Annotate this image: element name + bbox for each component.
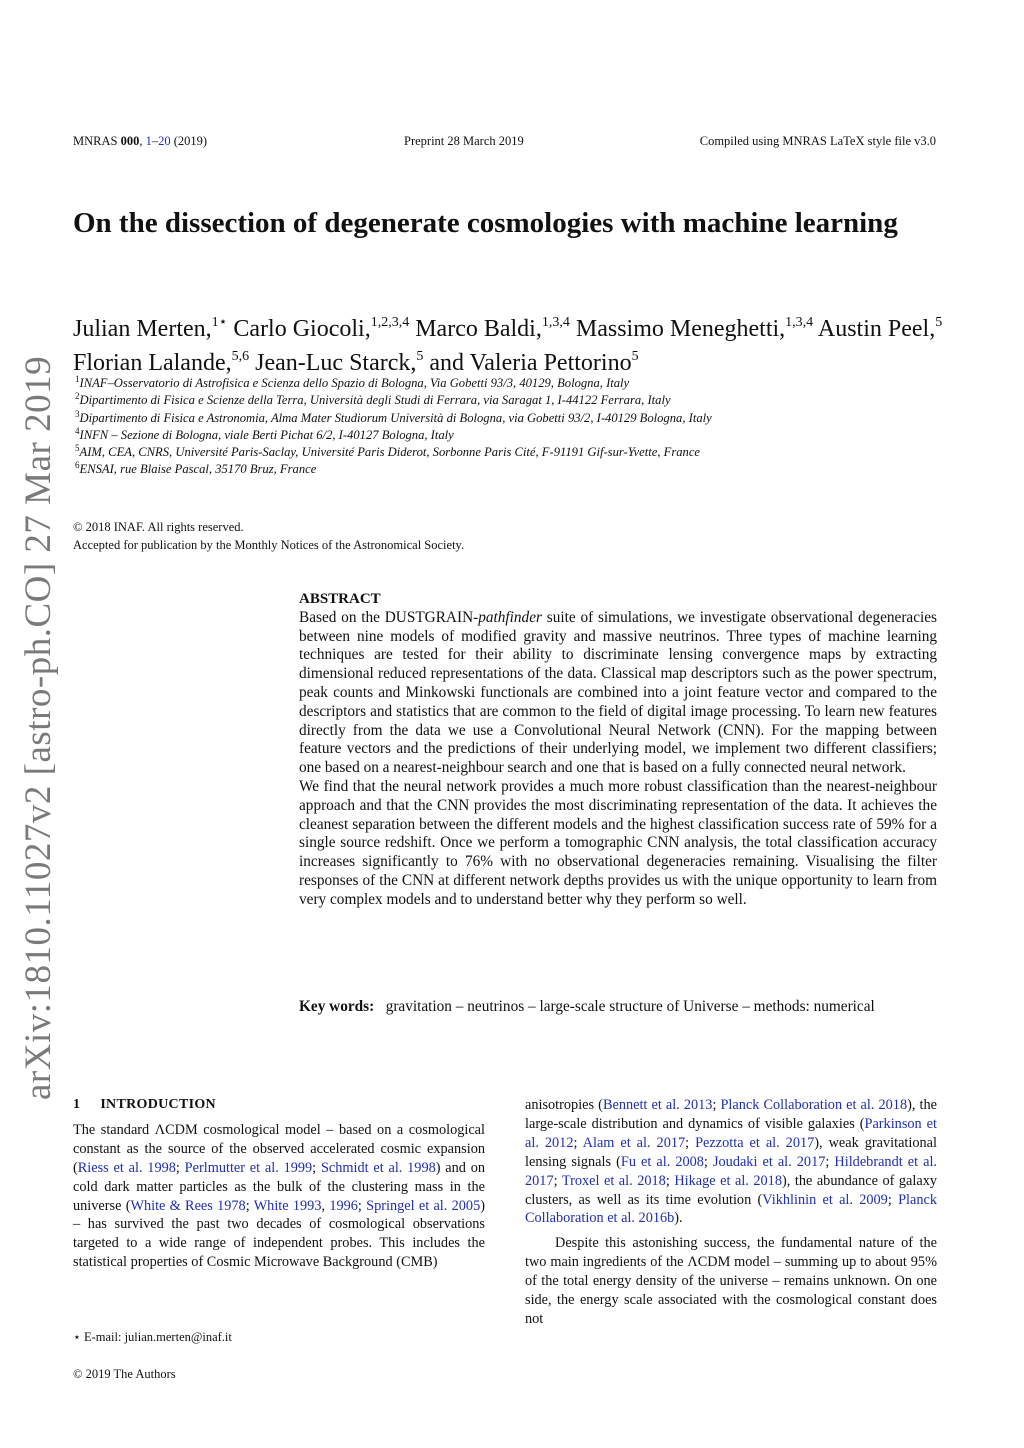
author-name: Marco Baldi, (415, 316, 542, 342)
citation-link[interactable]: Bennett et al. 2013 (602, 1097, 713, 1113)
body-text: anisotropies ( (525, 1097, 603, 1113)
citation-link[interactable]: Perlmutter et al. 1999 (184, 1159, 313, 1176)
footnote-star-icon: ⋆ (73, 1330, 81, 1344)
body-text: ), the large-scale distribution and dynamics of visible galaxies ( (525, 1097, 937, 1132)
intro-paragraph (73, 1121, 485, 1272)
separator: ; (357, 1197, 367, 1214)
affiliation-text: Dipartimento di Fisica e Scienze della Terra, Università degli Studi di Ferrara, via Saragat 1, I-44122 Ferrara, Italy (79, 393, 671, 408)
preprint-date: Preprint 28 March 2019 (404, 134, 524, 148)
acceptance-line: Accepted for publication by the Monthly Notices of the Astronomical Society. (73, 538, 465, 552)
body-text: ) – has survived the past two decades of cosmological observations targeted to a wide range of independent probes. This includes the statistical properties of Cosmic Microwave Background (CMB) (73, 1197, 485, 1271)
author-name: Jean-Luc Starck, (255, 350, 417, 376)
author-affiliation-marker: 5 (416, 349, 424, 364)
citation-link[interactable]: Fu et al. 2008 (620, 1153, 704, 1170)
separator: ; (245, 1197, 254, 1214)
body-text: ). (674, 1210, 683, 1227)
separator: ; (665, 1172, 675, 1189)
keywords-label: Key words: (299, 998, 375, 1015)
body-text: ), the abundance of galaxy clusters, as well as its time evolution ( (525, 1172, 938, 1208)
separator: ; (553, 1172, 562, 1189)
keywords (299, 997, 937, 1016)
author-name: Florian Lalande, (73, 350, 232, 376)
affiliation-item (75, 444, 955, 461)
body-text: ), weak gravitational lensing signals ( (525, 1134, 937, 1170)
author-affiliation-marker: 1,3,4 (785, 315, 814, 330)
affiliation-text: INFN – Sezione di Bologna, viale Berti Pichat 6/2, I-40127 Bologna, Italy (79, 427, 454, 442)
body-text: The standard ΛCDM cosmological model – based on a cosmological constant as the source of the observed accelerated cosmic expansion ( (73, 1121, 485, 1176)
footnote (73, 1329, 232, 1345)
intro-left-column (73, 1096, 485, 1272)
abstract-paragraph (299, 609, 937, 778)
separator: ; (312, 1159, 321, 1176)
arxiv-identifier-stamp: arXiv:1810.11027v2 [astro-ph.CO] 27 Mar 2019 (18, 355, 59, 1100)
intro-right-column (525, 1096, 937, 1329)
copyright-line: © 2018 INAF. All rights reserved. (73, 520, 244, 534)
affiliation-number: 1 (75, 374, 80, 384)
separator: ; (703, 1153, 713, 1170)
affiliation-item (75, 375, 955, 392)
abstract-text: Based on the DUSTGRAIN- (299, 608, 479, 626)
affiliation-number: 6 (75, 460, 80, 471)
citation-link[interactable]: Planck Collaboration et al. 2016b (525, 1191, 937, 1227)
author-affiliation-marker: 5,6 (231, 349, 250, 364)
separator: ; (825, 1153, 835, 1170)
author-name: and Valeria Pettorino (429, 350, 632, 376)
journal-volume: 000 (120, 134, 140, 148)
author-affiliation-marker: 1⋆ (211, 315, 228, 330)
abstract-heading: ABSTRACT (299, 591, 381, 607)
affiliation-list (75, 375, 955, 479)
separator: ; (887, 1191, 899, 1208)
affiliation-number: 5 (75, 443, 80, 454)
citation-link[interactable]: Riess et al. 1998 (77, 1159, 176, 1176)
separator: ; (175, 1159, 185, 1176)
citation-link[interactable]: Vikhlinin et al. 2009 (762, 1191, 888, 1208)
footnote-email: E-mail: julian.merten@inaf.it (80, 1330, 232, 1344)
section-title: INTRODUCTION (100, 1097, 216, 1112)
citation-link[interactable]: 1996 (329, 1197, 358, 1214)
citation-link[interactable]: Alam et al. 2017 (582, 1134, 686, 1151)
affiliation-text: Dipartimento di Fisica e Astronomia, Alma Mater Studiorum Università di Bologna, via Gobetti 93/2, I-40129 Bologna, Italy (79, 410, 712, 425)
citation-link[interactable]: Pezzotta et al. 2017 (695, 1134, 815, 1151)
abstract-italic-term: pathfinder (478, 608, 542, 626)
separator: ; (685, 1134, 696, 1151)
separator: , (321, 1197, 330, 1214)
paper-title: On the dissection of degenerate cosmologies with machine learning (73, 207, 898, 239)
author-name: Austin Peel, (817, 316, 936, 342)
citation-link[interactable]: Joudaki et al. 2017 (712, 1153, 826, 1170)
compiled-note: Compiled using MNRAS LaTeX style file v3.0 (699, 134, 936, 148)
body-text: ) and on cold dark matter particles as the bulk of the clustering mass in the universe ( (73, 1159, 486, 1214)
affiliation-number: 2 (75, 391, 80, 402)
affiliation-number: 4 (75, 425, 80, 436)
separator: ; (573, 1134, 583, 1151)
intro-paragraph: Despite this astonishing success, the fundamental nature of the two main ingredients of the ΛCDM model – summing up to about 95% of the total energy density of the universe – remains unknown. On one side, the energy scale associated with the cosmological constant does not (525, 1235, 937, 1327)
affiliation-item (75, 410, 955, 427)
journal-year: (2019) (173, 134, 208, 148)
keywords-text: gravitation – neutrinos – large-scale structure of Universe – methods: numerical (385, 998, 875, 1015)
copyright-block (73, 518, 464, 554)
separator: ; (712, 1097, 721, 1113)
citation-link[interactable]: Troxel et al. 2018 (561, 1172, 666, 1189)
author-affiliation-marker: 5 (935, 315, 943, 330)
affiliation-text: ENSAI, rue Blaise Pascal, 35170 Bruz, France (79, 462, 317, 477)
journal-reference: MNRAS 000, 1–20 (2019) (73, 134, 208, 148)
author-affiliation-marker: 1,2,3,4 (370, 315, 410, 330)
citation-link[interactable]: Hikage et al. 2018 (674, 1172, 782, 1189)
author-name: Carlo Giocoli, (233, 316, 371, 342)
abstract-text: suite of simulations, we investigate observational degeneracies between nine models of modified gravity and massive neutrinos. Three types of machine learning techniques are tested for their ability to discriminate lensing convergence maps by extracting dimensional reduced representations of the data. Classical map descriptors such as the power spectrum, peak counts and Minkowski functionals are combined into a joint feature vector and compared to the descriptors and statistics that are common to the field of digital image processing. To learn new features directly from the data we use a Convolutional Neural Network (CNN). For the mapping between feature vectors and the predictions of their underlying model, we implement two different classifiers; one based on a nearest-neighbour search and one that is based on a fully connected neural network. (299, 608, 937, 777)
affiliation-item (75, 461, 955, 478)
abstract (299, 590, 937, 910)
author-name: Massimo Meneghetti, (575, 316, 786, 342)
intro-paragraph (525, 1096, 937, 1228)
citation-link[interactable]: White 1993 (253, 1197, 322, 1214)
author-list (73, 312, 953, 380)
author-name: Julian Merten, (73, 316, 212, 342)
affiliation-number: 3 (75, 408, 80, 419)
citation-link[interactable]: Hildebrandt et al. 2017 (525, 1153, 937, 1189)
section-number: 1 (73, 1097, 81, 1112)
citation-link[interactable]: Schmidt et al. 1998 (320, 1159, 436, 1176)
affiliation-text: INAF–Osservatorio di Astrofisica e Scienza dello Spazio di Bologna, Via Gobetti 93/3, 40129, Bologna, Italy (79, 376, 630, 390)
affiliation-item (75, 427, 955, 444)
section-heading (73, 1096, 485, 1115)
page-start-link[interactable]: 1 (145, 134, 152, 148)
affiliation-item (75, 392, 955, 409)
citation-link[interactable]: Planck Collaboration et al. 2018 (720, 1097, 908, 1113)
citation-link[interactable]: Parkinson et al. 2012 (525, 1115, 937, 1151)
footer-copyright: © 2019 The Authors (73, 1367, 176, 1381)
journal-name: MNRAS (73, 134, 118, 148)
author-affiliation-marker: 1,3,4 (541, 315, 570, 330)
abstract-paragraph: We find that the neural network provides a much more robust classification than the nearest-neighbour approach and that the CNN provides the most discriminating representation of the data. It achieves the cleanest separation between the different models and the highest classification success rate of 59% for a single source redshift. Once we perform a tomographic CNN analysis, the total classification accuracy increases significantly to 76% with no observational degeneracies remaining. Visualising the filter responses of the CNN at different network depths provides us with the unique opportunity to learn from very complex models and to understand better why they perform so well. (299, 777, 937, 908)
citation-link[interactable]: White & Rees 1978 (130, 1197, 246, 1214)
citation-link[interactable]: Springel et al. 2005 (366, 1197, 481, 1214)
affiliation-text: AIM, CEA, CNRS, Université Paris-Saclay, Université Paris Diderot, Sorbonne Paris Cité, F-91191 Gif-sur-Yvette, France (79, 445, 700, 460)
page-end-link[interactable]: 20 (158, 134, 171, 148)
author-affiliation-marker: 5 (631, 349, 639, 364)
